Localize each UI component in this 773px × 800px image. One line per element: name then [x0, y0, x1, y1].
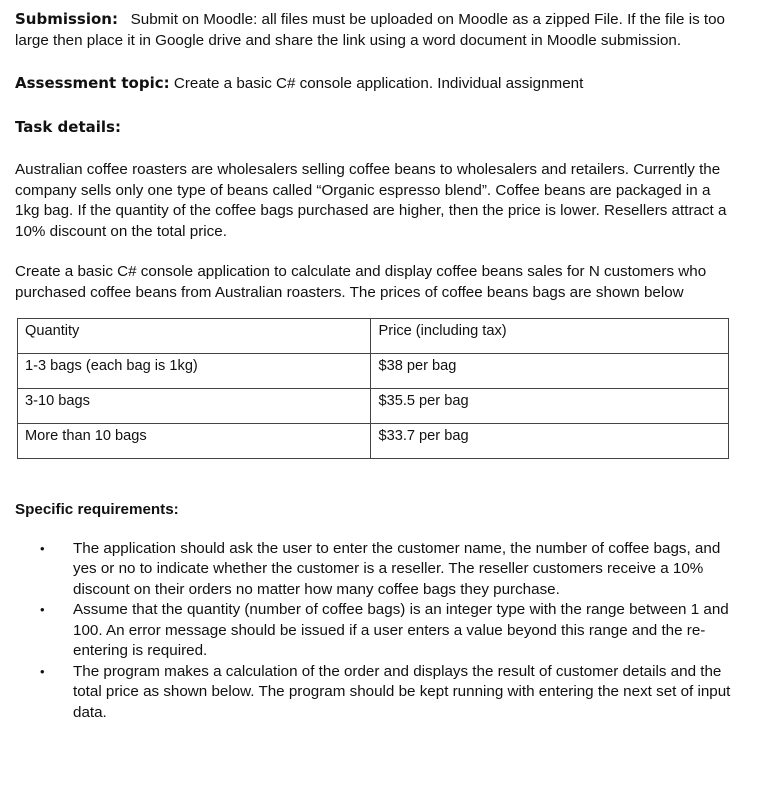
- submission-label: Submission:: [15, 10, 118, 28]
- list-item: [15, 600, 735, 662]
- price-cell: $33.7 per bag: [371, 424, 729, 459]
- bullet-icon: •: [40, 663, 45, 679]
- quantity-cell: 1-3 bags (each bag is 1kg): [18, 354, 371, 389]
- table-row: [18, 354, 729, 389]
- bullet-icon: •: [40, 602, 45, 617]
- header-price: Price (including tax): [371, 319, 729, 354]
- requirement-text: The application should ask the user to enter the customer name, the number of coffee bags, and yes or no to indicate whether the customer is a reseller. The reseller customers receive a 10% discount on their orders no matter how many coffee bags they purchase.: [73, 539, 721, 598]
- bullet-icon: •: [40, 540, 45, 556]
- price-cell: $35.5 per bag: [371, 389, 729, 424]
- requirement-text: The program makes a calculation of the order and displays the result of customer details and the total price as shown below. The program should be kept running with entering the next set of input data.: [73, 662, 731, 721]
- quantity-cell: 3-10 bags: [18, 389, 371, 424]
- table-row: [18, 389, 729, 424]
- submission-text: Submit on Moodle: all files must be uploaded on Moodle as a zipped File. If the file is too large then place it in Google drive and share the link using a word document in Moodle submission.: [15, 11, 725, 49]
- assessment-text: Create a basic C# console application. Individual assignment: [173, 75, 584, 92]
- task-create-paragraph: Create a basic C# console application to calculate and display coffee beans sales for N customers who purchased coffee beans from Australian roasters. The prices of coffee beans bags are shown below: [15, 263, 707, 301]
- submission-paragraph: [15, 9, 735, 51]
- list-item: [15, 539, 735, 601]
- requirements-list: [15, 539, 735, 724]
- specific-requirements-heading: Specific requirements:: [15, 501, 179, 518]
- document-page: [15, 9, 735, 723]
- list-item: [15, 662, 735, 724]
- requirement-text: Assume that the quantity (number of coffee bags) is an integer type with the range between 1 and 100. An error message should be issued if a user enters a value beyond this range and the re-entering is required.: [73, 601, 729, 659]
- assessment-paragraph: [15, 73, 735, 95]
- task-details-heading: Task details:: [15, 117, 121, 136]
- quantity-cell: More than 10 bags: [18, 424, 371, 459]
- table-row: [18, 424, 729, 459]
- price-cell: $38 per bag: [371, 354, 729, 389]
- header-quantity: Quantity: [18, 319, 371, 354]
- assessment-label: Assessment topic:: [15, 74, 170, 92]
- task-intro-paragraph: Australian coffee roasters are wholesalers selling coffee beans to wholesalers and retailers. Currently the company sells only one type of beans called “Organic espresso blend”. Coffee beans are packaged in a 1kg bag. If the quantity of the coffee bags purchased are higher, then the price is lower. Resellers attract a 10% discount on the total price.: [15, 161, 727, 240]
- table-header-row: [18, 319, 729, 354]
- price-table: [17, 318, 729, 459]
